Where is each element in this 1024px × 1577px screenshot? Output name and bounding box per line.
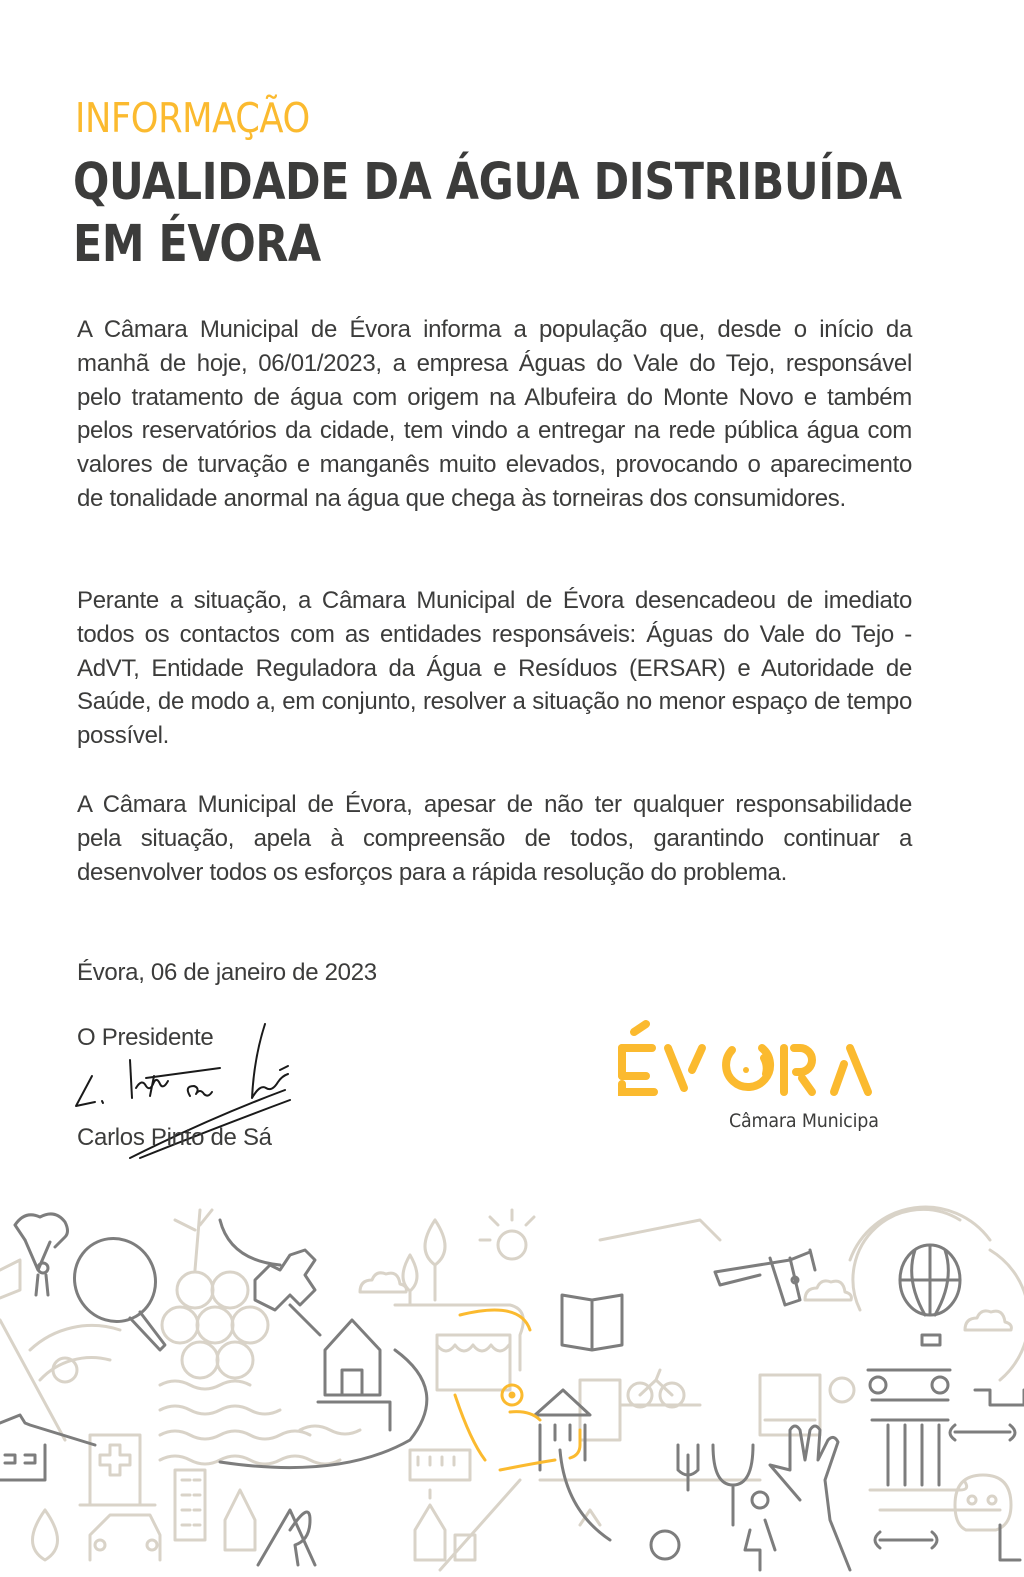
signatory-name: Carlos Pinto de Sá: [77, 1124, 272, 1151]
body-paragraph: A Câmara Municipal de Évora, apesar de não ter qualquer responsabilidade pela situação, apela à compreensão de todos, garantindo continuar a desenvolver todos os esforços para a rápida resolução do problema.: [77, 791, 912, 886]
tree-icon: [403, 1220, 445, 1305]
person-icon: [745, 1492, 775, 1570]
temple-icon: [535, 1390, 610, 1540]
sun-icon: [480, 1210, 534, 1259]
title-line: EM ÉVORA: [73, 215, 321, 274]
document-title: [73, 152, 902, 276]
lake-waves-icon: [160, 1381, 360, 1464]
paraglider-icon: [15, 1214, 68, 1295]
bone-icon: [875, 1532, 937, 1548]
signatory-role: O Presidente: [77, 1024, 214, 1051]
hand-icon: [770, 1426, 850, 1570]
body-paragraph: Perante a situação, a Câmara Municipal de Évora desencadeou de imediato todos os contactos com as entidades responsáveis: Águas do Vale do Tejo - AdVT, Entidade Reguladora da Água e Resíduos (ERSAR) e Autoridade de Saúde, de modo a, em conjunto, resolver a situação no menor espaço de tempo possível.: [77, 587, 912, 750]
tent-icon: [258, 1510, 315, 1565]
yellow-arc-icon: [460, 1310, 530, 1330]
fork-icon: [678, 1445, 698, 1490]
bicycle-icon: [628, 1370, 684, 1407]
river-arc-icon: [220, 1220, 280, 1265]
arc-icon: [30, 1325, 120, 1350]
grapes-icon: [162, 1210, 268, 1378]
wine-glass-icon: [713, 1445, 753, 1525]
tennis-racket-icon: [59, 1224, 170, 1350]
logo-subtitle: Câmara Municipa: [729, 1110, 879, 1132]
wall-icon: [975, 1390, 1024, 1405]
droplet-icon: [33, 1510, 58, 1560]
market-icon: [437, 1335, 510, 1390]
ball-icon: [651, 1531, 679, 1559]
body-paragraph: A Câmara Municipal de Évora informa a população que, desde o início da manhã de hoje, 06/01/2023, a empresa Águas do Vale do Tejo, responsável pelo tratamento de água com origem na Albufeira do Monte Novo e também pelos reservatórios da cidade, tem vindo a entregar na rede pública água com valores de turvação e manganês muito elevados, provocando o aparecimento de tonalidade anormal na água que chega às torneiras dos consumidores.: [77, 316, 912, 512]
skull-icon: [955, 1475, 1011, 1530]
hospital-icon: [80, 1435, 155, 1505]
church-icon: [415, 1490, 475, 1560]
city-illustration: [0, 1180, 1024, 1577]
bone-icon: [870, 1482, 967, 1490]
factory-icon: [0, 1415, 95, 1480]
bus-icon: [760, 1375, 820, 1435]
hot-air-balloon-icon: [900, 1245, 960, 1345]
cloud-icon: [805, 1281, 851, 1300]
column-icon: [868, 1370, 950, 1485]
cloud-icon: [965, 1311, 1011, 1330]
car-icon: [90, 1515, 160, 1560]
building-icon: [175, 1470, 205, 1540]
leaf-icon: [830, 1378, 854, 1402]
small-house-icon: [225, 1490, 255, 1550]
document-kicker: INFORMAÇÃO: [75, 94, 310, 142]
book-icon: [562, 1295, 622, 1350]
cloud-icon: [360, 1273, 406, 1292]
airplane-icon: [715, 1250, 815, 1305]
river-path-icon: [600, 1220, 720, 1240]
date-line: Évora, 06 de janeiro de 2023: [77, 959, 377, 986]
title-line: QUALIDADE DA ÁGUA DISTRIBUÍDA: [73, 153, 902, 212]
building-row-icon: [410, 1450, 470, 1480]
bone-icon: [950, 1425, 1015, 1440]
